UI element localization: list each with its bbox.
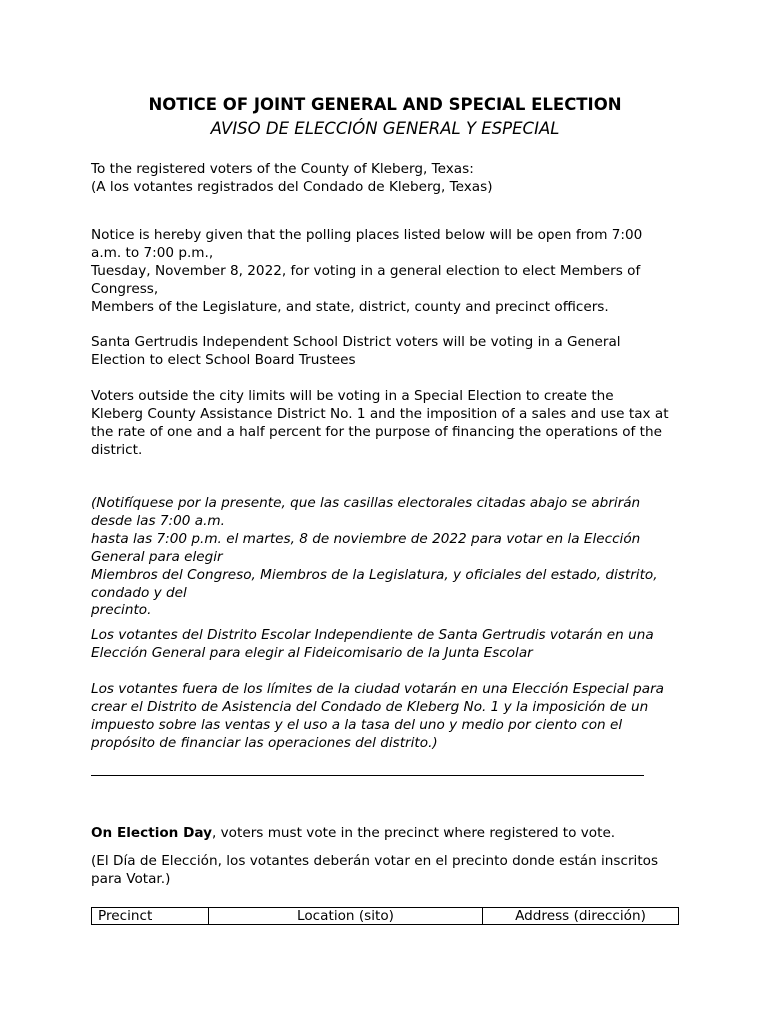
notice-paragraph-spanish: (Notifíquese por la presente, que las casillas electorales citadas abajo se abrirán desde las 7:00 a.m. hasta las 7:00 p.m. el martes, 8 de noviembre de 2022 para votar en la Elección General para elegir Miembros del Congreso, Miembros de la Legislatura, y oficiales del estado, distrito, condado y del precinto. xyxy=(91,495,658,619)
page-title: NOTICE OF JOINT GENERAL AND SPECIAL ELECTION xyxy=(148,95,622,114)
separator-line xyxy=(91,775,644,776)
school-district-paragraph: Santa Gertrudis Independent School District voters will be voting in a General Election to elect School Board Trustees xyxy=(91,334,621,368)
special-election-paragraph-spanish: Los votantes fuera de los límites de la ciudad votarán en una Elección Especial para crear el Distrito de Asistencia del Condado de Kleberg No. 1 y la imposición de un impuesto sobre las ventas y el uso a la tasa del uno y medio por ciento con el propósito de financiar las operaciones del distrito.) xyxy=(91,681,665,751)
column-header-address: Address (dirección) xyxy=(483,908,679,925)
polling-places-table xyxy=(91,907,679,925)
school-district-paragraph-spanish: Los votantes del Distrito Escolar Independiente de Santa Gertrudis votarán en una Elección General para elegir al Fideicomisario de la Junta Escolar xyxy=(91,627,654,661)
election-day-label: On Election Day xyxy=(91,825,212,841)
election-day-text: , voters must vote in the precinct where registered to vote. xyxy=(212,825,616,841)
election-day-paragraph-spanish: (El Día de Elección, los votantes deberán votar en el precinto donde están inscritos para Votar.) xyxy=(91,853,659,887)
page-subtitle: AVISO DE ELECCIÓN GENERAL Y ESPECIAL xyxy=(210,119,560,138)
table-header-row xyxy=(92,908,679,925)
notice-paragraph: Notice is hereby given that the polling places listed below will be open from 7:00 a.m. to 7:00 p.m., Tuesday, November 8, 2022, for voting in a general election to elect Members of Congress, Members of the Legislature, and state, district, county and precinct officers. xyxy=(91,227,643,315)
special-election-paragraph: Voters outside the city limits will be voting in a Special Election to create the Kleberg County Assistance District No. 1 and the imposition of a sales and use tax at the rate of one and a half percent for the purpose of financing the operations of the district. xyxy=(91,388,669,458)
column-header-precinct: Precinct xyxy=(92,908,209,925)
election-day-paragraph xyxy=(91,825,691,843)
salutation: To the registered voters of the County of Kleberg, Texas: (A los votantes registrados del Condado de Kleberg, Texas) xyxy=(91,161,493,195)
column-header-location: Location (sito) xyxy=(209,908,483,925)
